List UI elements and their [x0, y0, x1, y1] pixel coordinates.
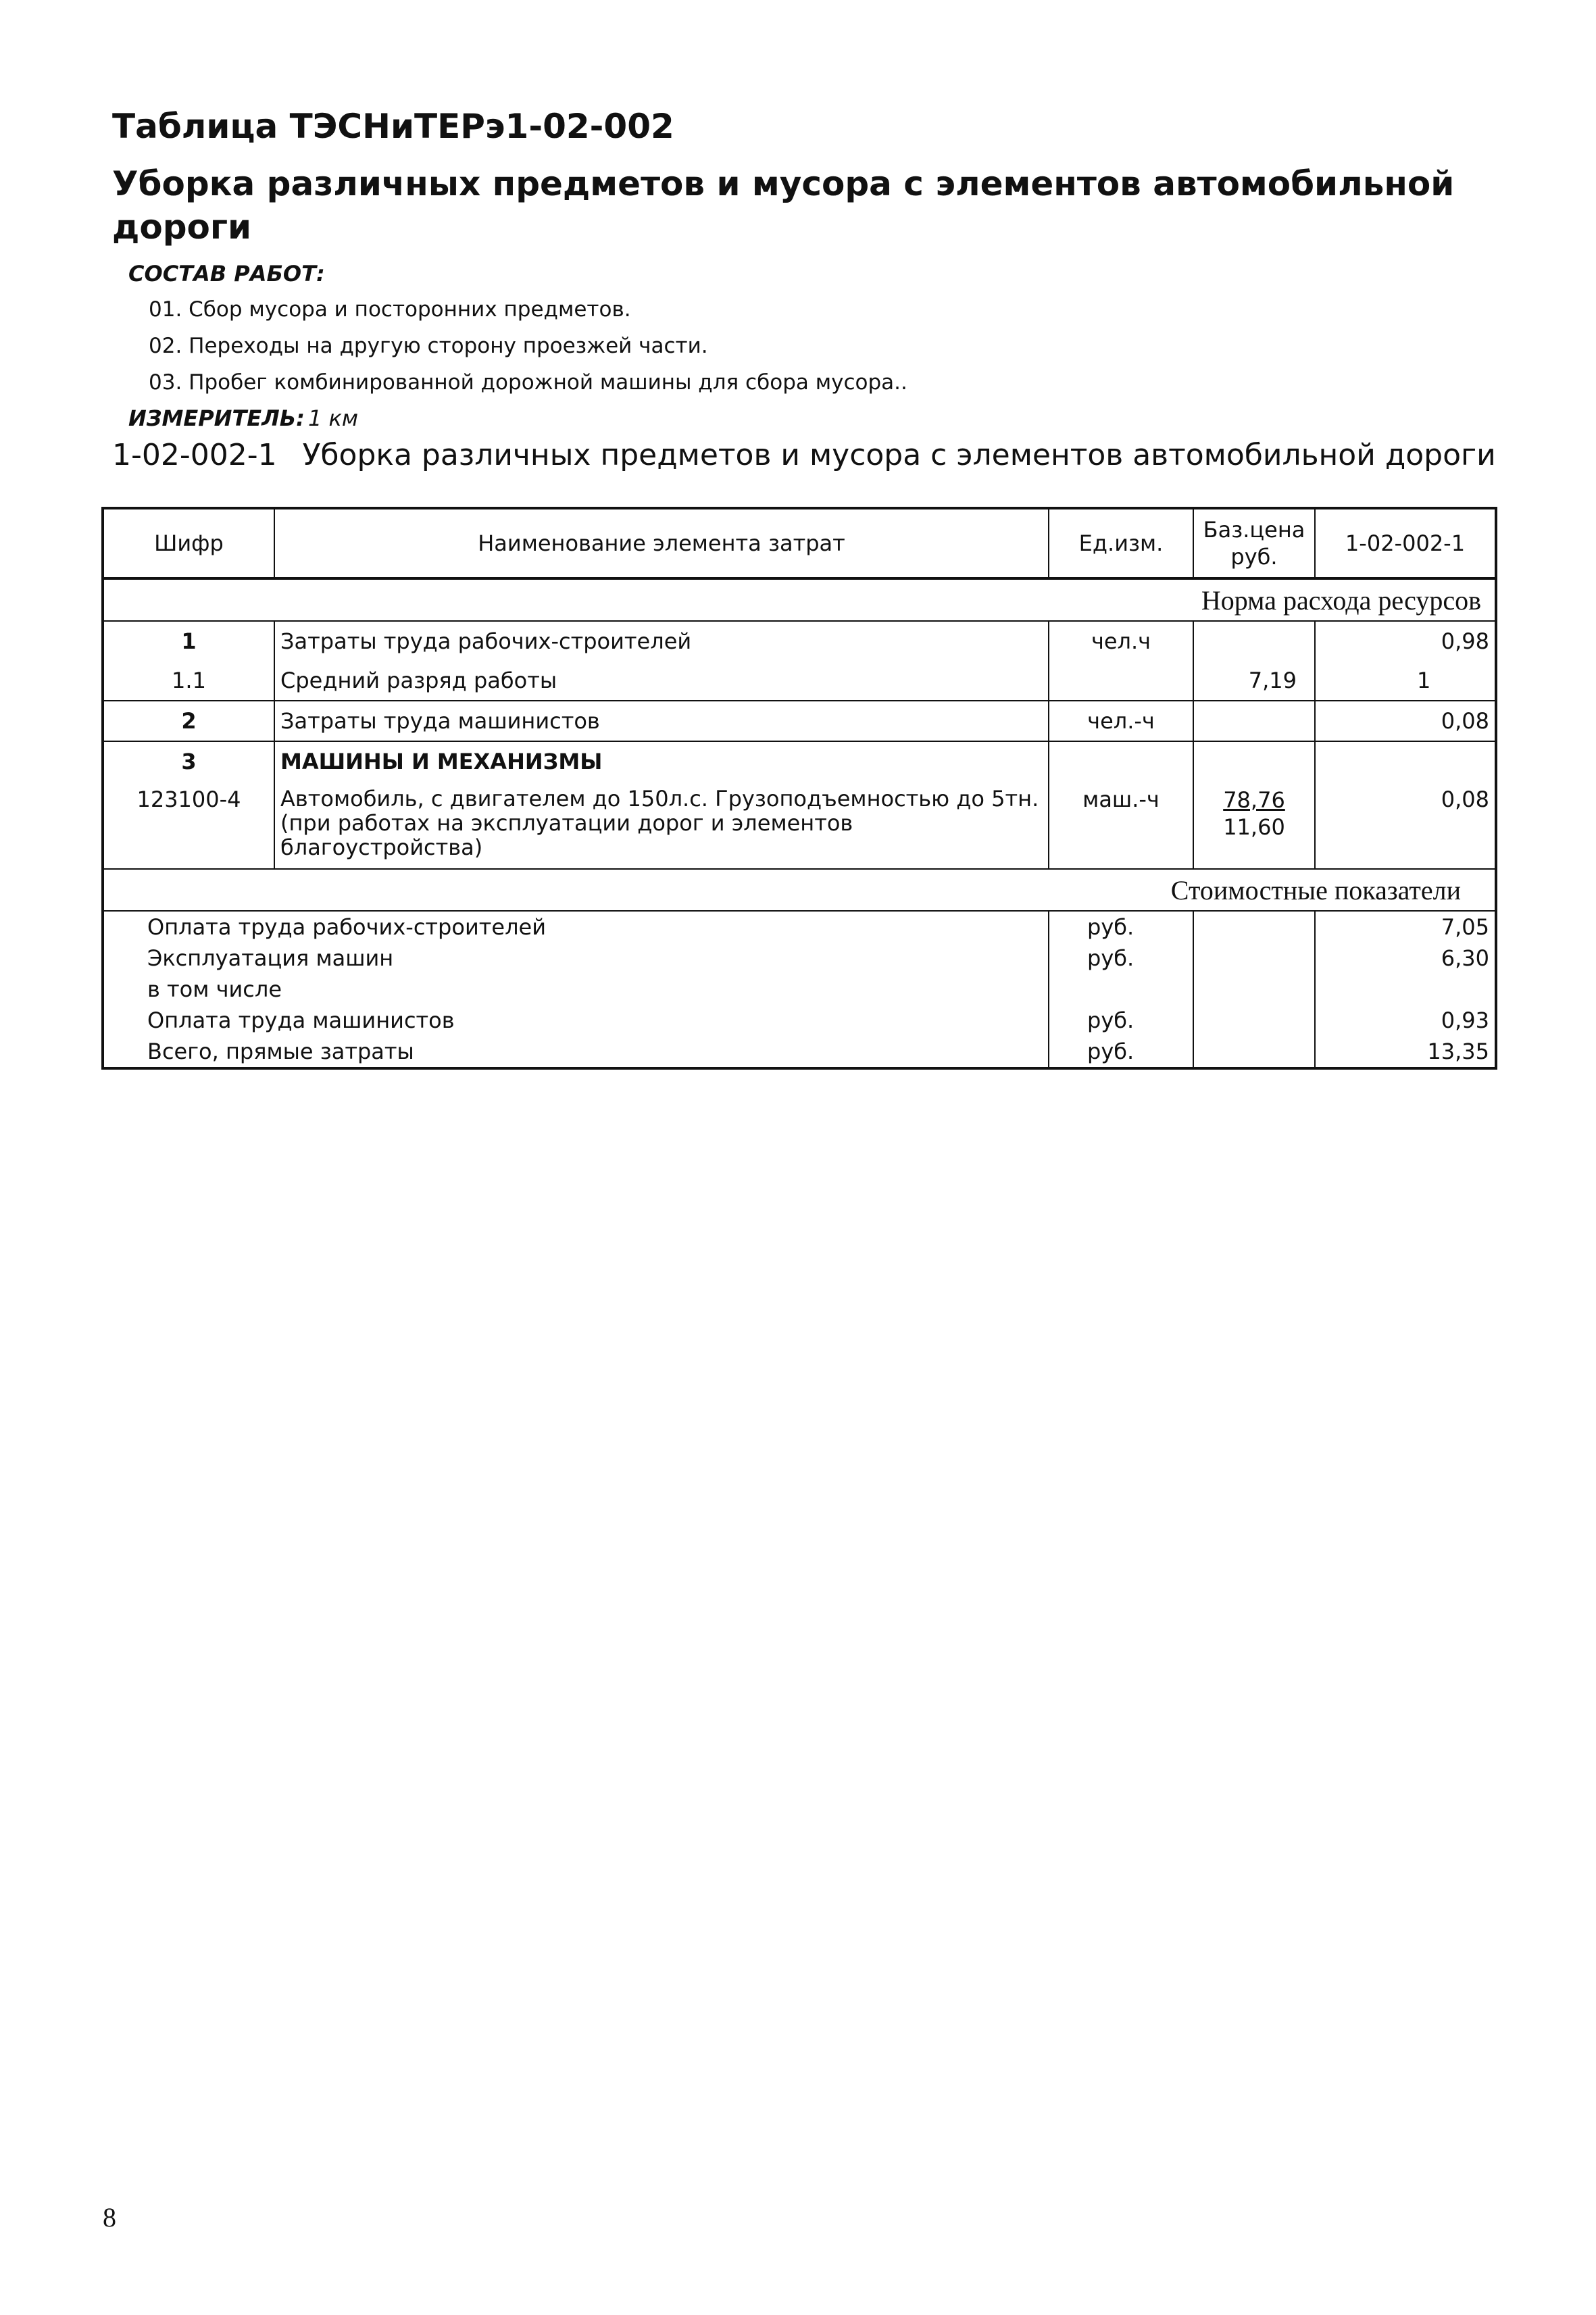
- row-unit: [1049, 741, 1193, 781]
- cost-unit: руб.: [1049, 943, 1193, 974]
- cost-name: Всего, прямые затраты: [147, 1039, 414, 1064]
- row-price: [1193, 781, 1315, 869]
- cost-name: Эксплуатация машин: [147, 945, 394, 971]
- work-item: 01. Сбор мусора и посторонних предметов.: [149, 297, 631, 322]
- row-price: [1193, 701, 1315, 741]
- norms-band-row: [103, 578, 1496, 621]
- page-number: 8: [103, 2202, 116, 2233]
- table-row: [103, 1005, 1496, 1036]
- cost-band-row: [103, 869, 1496, 911]
- row-name: МАШИНЫ И МЕХАНИЗМЫ: [274, 741, 1049, 781]
- row-unit: маш.-ч: [1049, 781, 1193, 869]
- resource-table: [101, 507, 1497, 1070]
- cost-unit: руб.: [1049, 1005, 1193, 1036]
- cost-value: [1315, 974, 1496, 1005]
- header-rate: 1-02-002-1: [1315, 508, 1496, 578]
- row-name: Затраты труда рабочих-строителей: [274, 621, 1049, 661]
- cost-band-label: Стоимостные показатели: [103, 869, 1496, 911]
- work-composition-label: СОСТАВ РАБОТ:: [128, 261, 325, 287]
- cost-price: [1193, 974, 1315, 1005]
- table-row: [103, 661, 1496, 701]
- cost-value: 7,05: [1315, 911, 1496, 943]
- row-name: Средний разряд работы: [274, 661, 1049, 701]
- table-row: [103, 621, 1496, 661]
- row-code: 3: [181, 749, 197, 774]
- row-code: 1: [181, 628, 197, 654]
- cost-unit: [1049, 974, 1193, 1005]
- page-subtitle: Уборка различных предметов и мусора с элементов автомобильной дороги: [112, 164, 1455, 247]
- row-unit: [1049, 661, 1193, 701]
- header-code: Шифр: [103, 508, 274, 578]
- work-item: 02. Переходы на другую сторону проезжей части.: [149, 334, 708, 358]
- row-price-top: 78,76: [1223, 787, 1285, 813]
- row-price-bottom: 11,60: [1223, 814, 1285, 840]
- table-row: [103, 911, 1496, 943]
- cost-unit: руб.: [1049, 911, 1193, 943]
- row-value: 0,98: [1315, 621, 1496, 661]
- row-price: [1193, 741, 1315, 781]
- rate-heading: [112, 438, 1496, 472]
- table-title: Таблица ТЭСНиТЕРэ1-02-002: [112, 107, 674, 146]
- row-name: Затраты труда машинистов: [274, 701, 1049, 741]
- header-unit: Ед.изм.: [1049, 508, 1193, 578]
- header-row: [103, 508, 1496, 578]
- cost-value: 6,30: [1315, 943, 1496, 974]
- row-value: 0,08: [1315, 781, 1496, 869]
- measure-label: ИЗМЕРИТЕЛЬ:: [128, 405, 305, 431]
- cost-name: Оплата труда машинистов: [147, 1007, 455, 1033]
- measure-line: [128, 405, 358, 431]
- cost-value: 0,93: [1315, 1005, 1496, 1036]
- table-row: [103, 974, 1496, 1005]
- header-price: Баз.цена руб.: [1193, 508, 1315, 578]
- row-value: [1315, 741, 1496, 781]
- rate-code: 1-02-002-1: [112, 438, 277, 472]
- table-row: [103, 701, 1496, 741]
- row-value: 1: [1315, 661, 1496, 701]
- row-unit: чел.ч: [1049, 621, 1193, 661]
- cost-price: [1193, 911, 1315, 943]
- table-row: [103, 943, 1496, 974]
- measure-value: 1 км: [308, 405, 358, 431]
- row-unit: чел.-ч: [1049, 701, 1193, 741]
- cost-price: [1193, 1005, 1315, 1036]
- cost-price: [1193, 943, 1315, 974]
- cost-name: в том числе: [147, 976, 282, 1002]
- cost-unit: руб.: [1049, 1036, 1193, 1068]
- row-price: 7,19: [1193, 661, 1315, 701]
- row-code: 2: [103, 701, 274, 741]
- row-value: 0,08: [1315, 701, 1496, 741]
- table-row: [103, 741, 1496, 781]
- cost-value: 13,35: [1315, 1036, 1496, 1068]
- cost-price: [1193, 1036, 1315, 1068]
- table-row: [103, 1036, 1496, 1068]
- header-name: Наименование элемента затрат: [274, 508, 1049, 578]
- table-row: [103, 781, 1496, 869]
- norms-band-label: Норма расхода ресурсов: [103, 578, 1496, 621]
- cost-name: Оплата труда рабочих-строителей: [147, 914, 546, 940]
- work-item: 03. Пробег комбинированной дорожной машины для сбора мусора..: [149, 370, 907, 395]
- rate-name: Уборка различных предметов и мусора с элементов автомобильной дороги: [302, 438, 1496, 472]
- row-code: 123100-4: [103, 781, 274, 869]
- row-price: [1193, 621, 1315, 661]
- row-name: Автомобиль, с двигателем до 150л.с. Грузоподъемностью до 5тн. (при работах на эксплуатации дорог и элементов благоустройства): [274, 781, 1049, 869]
- row-code: 1.1: [103, 661, 274, 701]
